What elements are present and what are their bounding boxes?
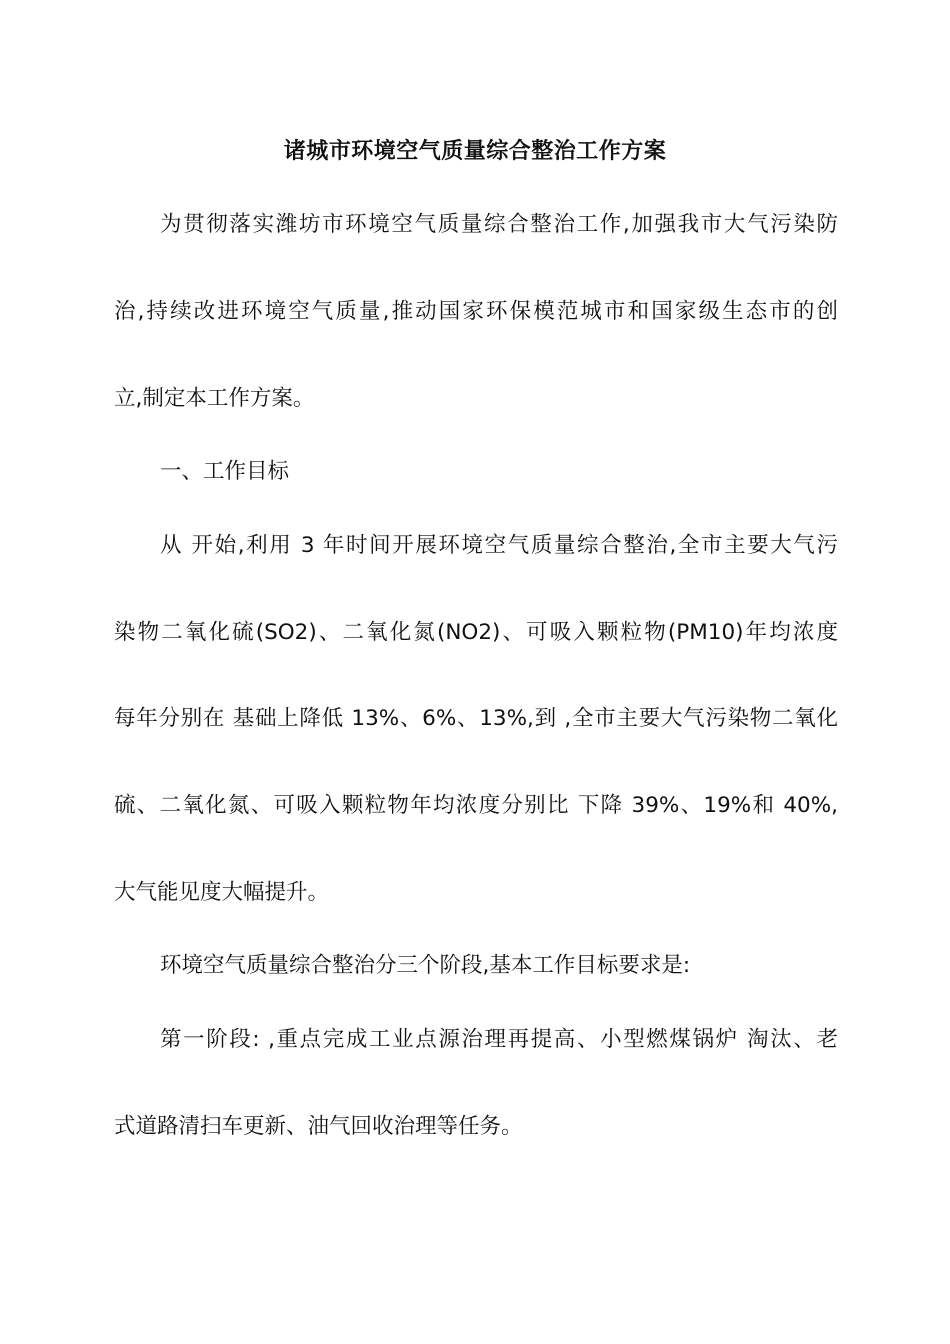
paragraph-line: 染物二氧化硫(SO2)、二氧化氮(NO2)、可吸入颗粒物(PM10)年均浓度 xyxy=(114,620,838,645)
paragraph-line: 为贯彻落实潍坊市环境空气质量综合整治工作,加强我市大气污染防 xyxy=(160,212,838,237)
paragraph-line: 立,制定本工作方案。 xyxy=(114,386,315,411)
document-title: 诸城市环境空气质量综合整治工作方案 xyxy=(283,139,667,164)
section-heading: 一、工作目标 xyxy=(160,459,290,484)
paragraph-line: 从 开始,利用 3 年时间开展环境空气质量综合整治,全市主要大气污 xyxy=(160,533,838,558)
paragraph-line: 大气能见度大幅提升。 xyxy=(114,880,330,905)
paragraph-line: 第一阶段: ,重点完成工业点源治理再提高、小型燃煤锅炉 淘汰、老 xyxy=(160,1027,838,1052)
paragraph-line: 硫、二氧化氮、可吸入颗粒物年均浓度分别比 下降 39%、19%和 40%, xyxy=(114,793,838,818)
paragraph-line: 每年分别在 基础上降低 13%、6%、13%,到 ,全市主要大气污染物二氧化 xyxy=(114,706,838,731)
paragraph-line: 式道路清扫车更新、油气回收治理等任务。 xyxy=(114,1114,523,1139)
paragraph-line: 治,持续改进环境空气质量,推动国家环保模范城市和国家级生态市的创 xyxy=(114,299,838,324)
paragraph-line: 环境空气质量综合整治分三个阶段,基本工作目标要求是: xyxy=(160,953,691,978)
